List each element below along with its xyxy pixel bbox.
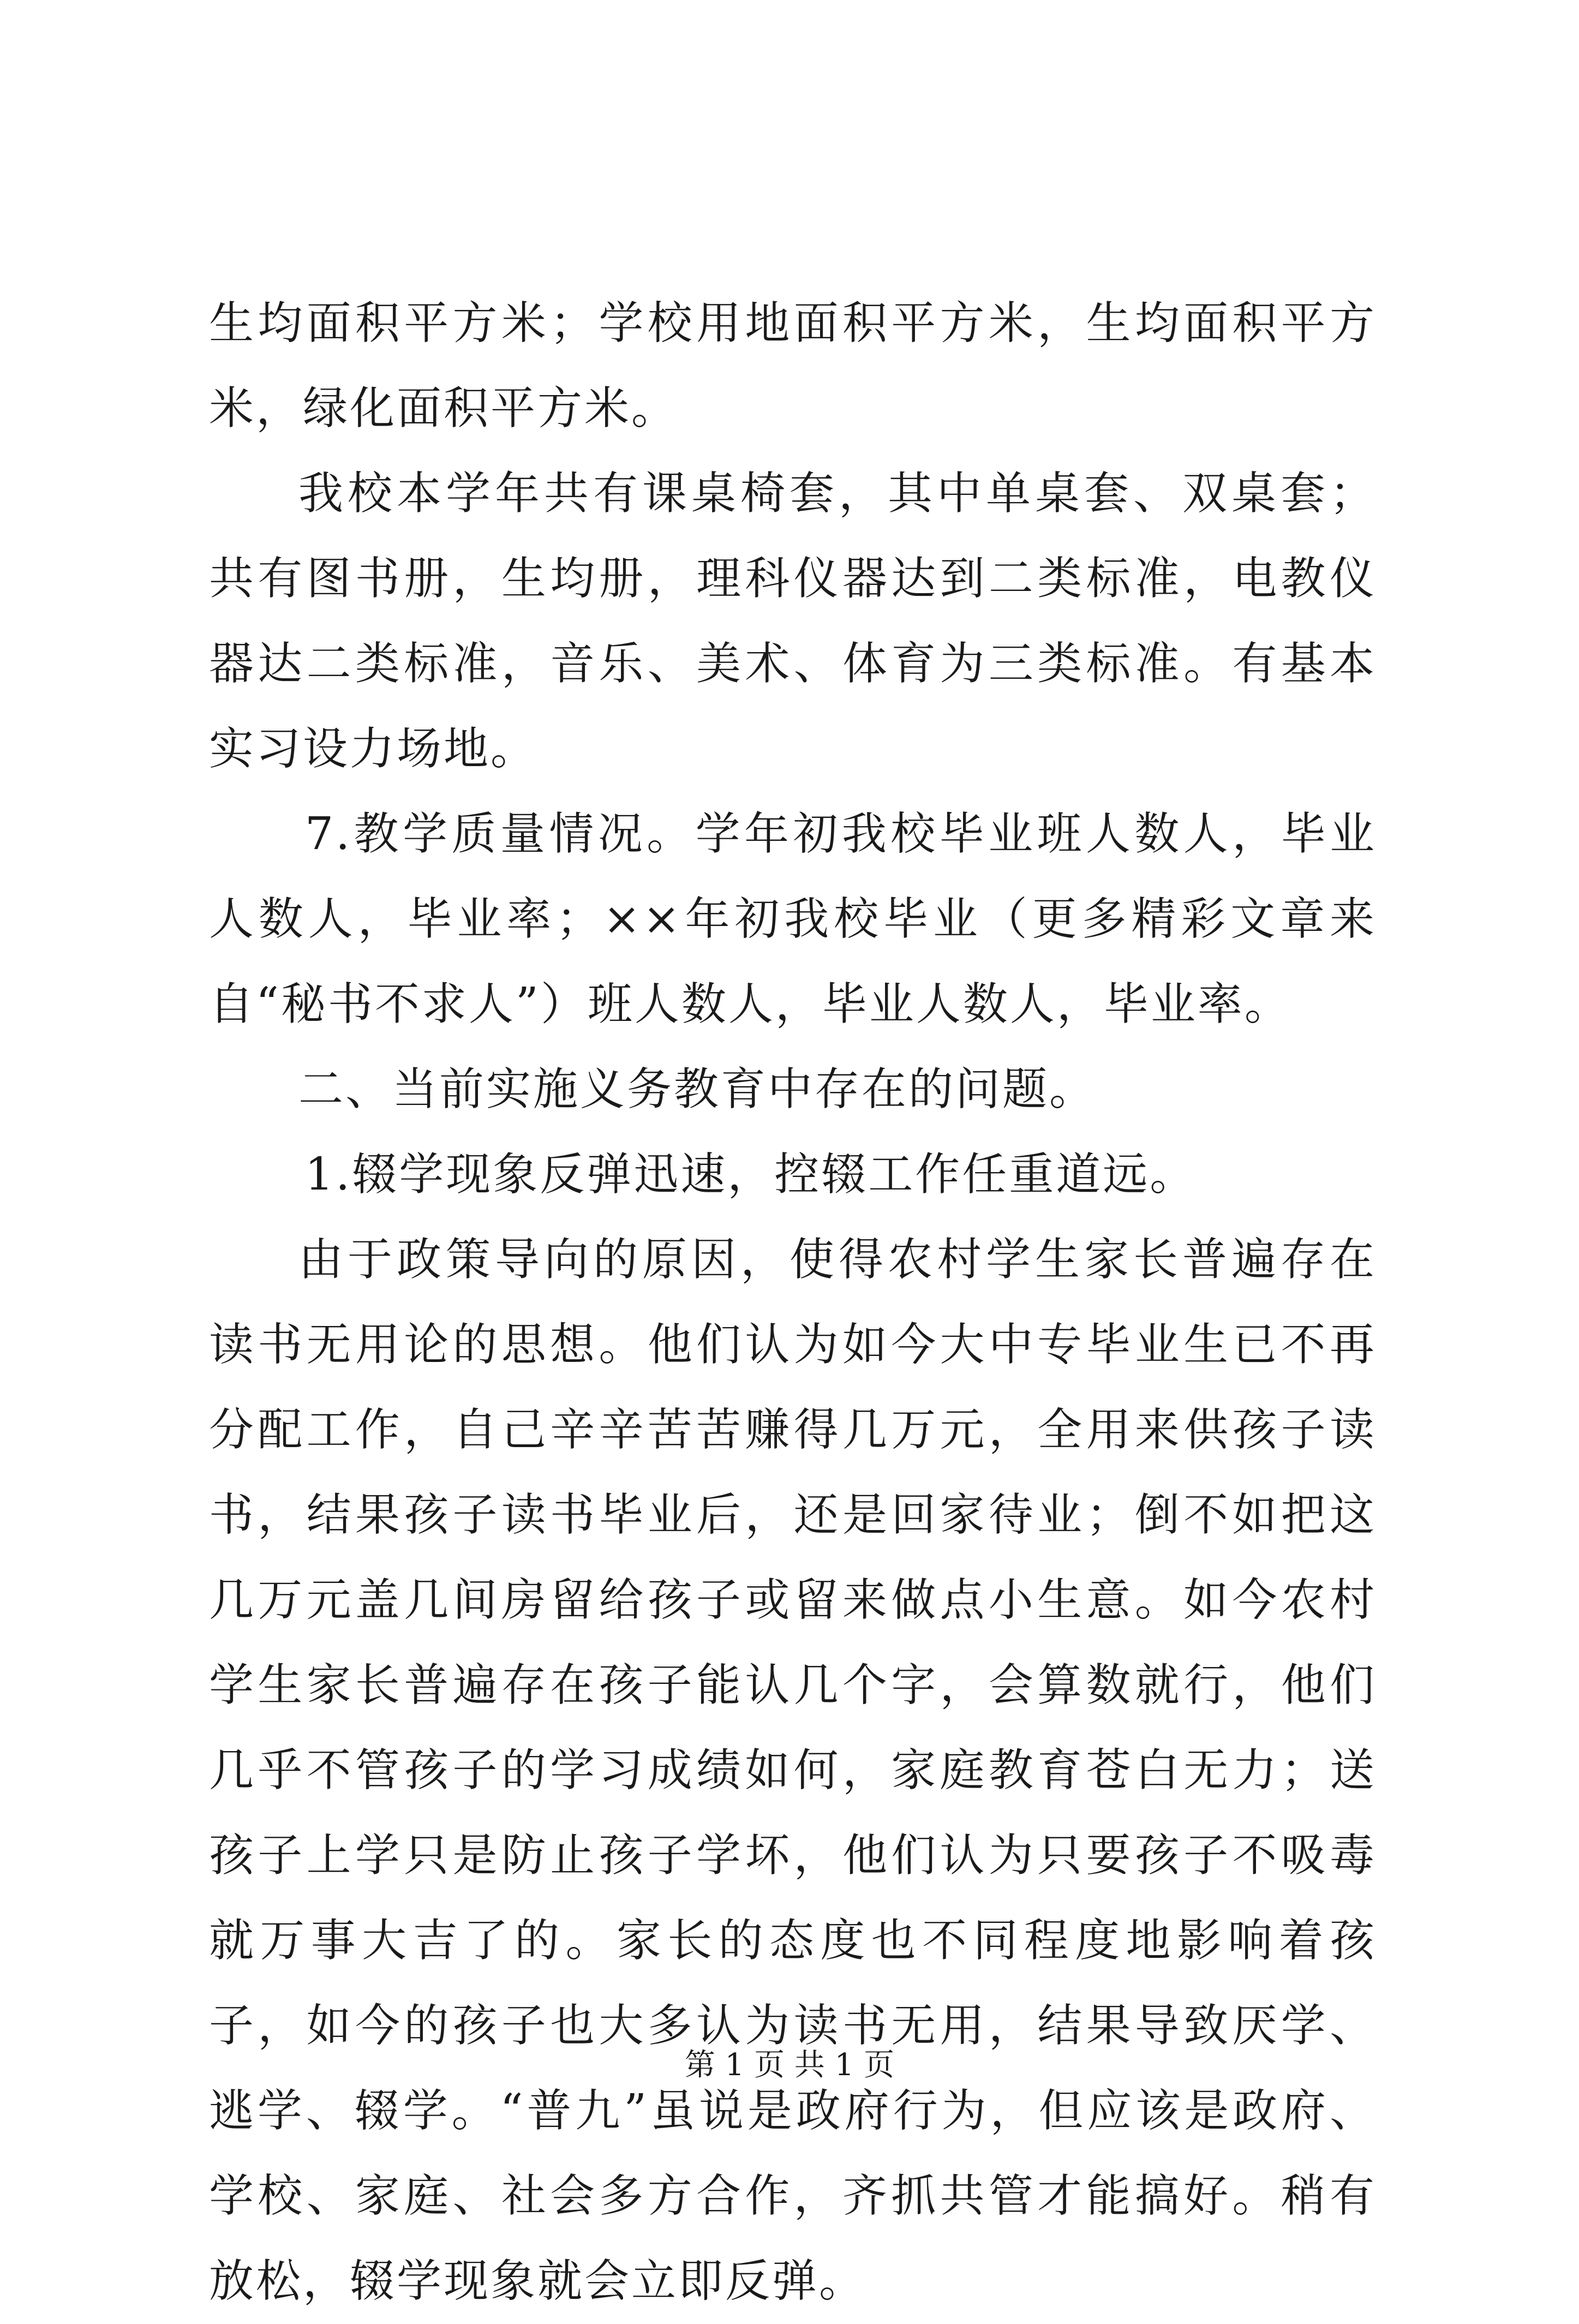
page-footer: 第 1 页 共 1 页 <box>684 2047 895 2083</box>
subheading-dropout: 1.辍学现象反弹迅速，控辍工作任重道远。 <box>305 1149 1197 1200</box>
paragraph-dropout-detail: 由于政策导向的原因，使得农村学生家长普遍存在读书无用论的思想。他们认为如今大中专毕业生已不再分配工作，自己辛辛苦苦赚得几万元，全用来供孩子读书，结果孩子读书毕业后，还是回家待业；倒不如把这几万元盖几间房留给孩子或留来做点小生意。如今农村学生家长普遍存在孩子能认几个字，会算数就行，他们几乎不管孩子的学习成绩如何，家庭教育苍白无力；送孩子上学只是防止孩子学坏，他们认为只要孩子不吸毒就万事大吉了的。家长的态度也不同程度地影响着孩子，如今的孩子也大多认为读书无用，结果导致厌学、逃学、辍学。“普九”虽说是政府行为，但应该是政府、学校、家庭、社会多方合作，齐抓共管才能搞好。稍有放松，辍学现象就会立即反弹。 <box>209 1234 1377 2307</box>
paragraph-teaching-quality: 7.教学质量情况。学年初我校毕业班人数人，毕业人数人，毕业率；××年初我校毕业（更多精彩文章来自“秘书不求人”）班人数人，毕业人数人，毕业率。 <box>209 808 1377 1030</box>
section-heading-problems: 二、当前实施义务教育中存在的问题。 <box>298 1064 1097 1115</box>
paragraph-area-figures: 生均面积平方米；学校用地面积平方米，生均面积平方米，绿化面积平方米。 <box>209 297 1377 434</box>
document-body <box>209 281 1377 2324</box>
paragraph-equipment: 我校本学年共有课桌椅套，其中单桌套、双桌套；共有图书册，生均册，理科仪器达到二类标准，电教仪器达二类标准，音乐、美术、体育为三类标准。有基本实习设力场地。 <box>209 468 1377 775</box>
